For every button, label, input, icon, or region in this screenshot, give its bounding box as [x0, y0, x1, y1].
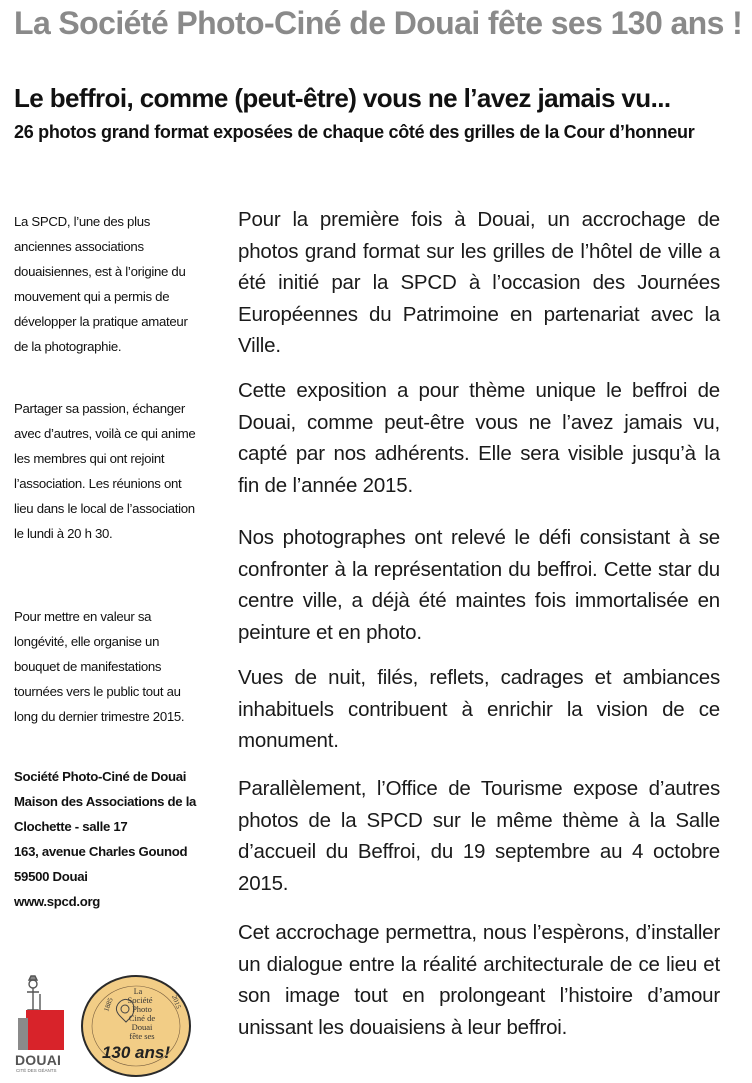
anniversary-badge-graphic: [80, 974, 192, 1078]
sidebar-contact: [14, 764, 204, 914]
sidebar-paragraph-3: [14, 604, 200, 729]
main-text: Pour la première fois à Douai, un accrochage de photos grand format sur les grilles de l’hôtel de ville a été initié par la SPCD à l’occasion des Journées Européennes du Patrimoine en partenariat avec la Ville.: [238, 208, 720, 358]
douai-logo: [14, 970, 70, 1074]
contact-street: 163, avenue Charles Gounod: [14, 844, 188, 859]
badge-line-1: La: [133, 987, 143, 996]
sidebar-paragraph-2: [14, 396, 200, 546]
sidebar-text: Pour mettre en valeur sa longévité, elle organise un bouquet de manifestations tournées vers le public tout au long du dernier trimestre 2015.: [14, 609, 185, 724]
anniversary-badge: [80, 974, 192, 1078]
main-text: Nos photographes ont relevé le défi consistant à se confronter à la représentation du beffroi. Cette star du centre ville, a déjà été maintes fois immortalisée en peinture et en photo.: [238, 526, 720, 644]
contact-name: Société Photo-Ciné de Douai: [14, 769, 187, 784]
badge-line-2: Société: [127, 995, 153, 1005]
badge-line-7: 130 ans!: [101, 1043, 171, 1062]
main-text: Cette exposition a pour thème unique le beffroi de Douai, comme peut-être vous ne l’avez jamais vu, capté par nos adhérents. Elle sera visible jusqu’à la fin de l’année 2015.: [238, 379, 720, 497]
main-paragraph-2: [238, 375, 720, 501]
badge-year-end: 2015: [170, 993, 183, 1010]
contact-website[interactable]: www.spcd.org: [14, 894, 101, 909]
main-paragraph-3: [238, 522, 720, 648]
sidebar-text: La SPCD, l’une des plus anciennes associations douaisiennes, est à l’origine du mouvement qui a permis de développer la pratique amateur de la photographie.: [14, 214, 188, 354]
douai-logo-graphic: [14, 970, 70, 1074]
douai-logo-tagline: CITÉ DES GÉANTS: [16, 1068, 57, 1073]
main-text: Vues de nuit, filés, reflets, cadrages et ambiances inhabituels contribuent à enrichir la vision de ce monument.: [238, 666, 720, 753]
badge-year-start: 1885: [102, 996, 115, 1013]
badge-line-5: Douai: [131, 1022, 153, 1032]
page-subsubtitle: 26 photos grand format exposées de chaque côté des grilles de la Cour d’honneur: [14, 122, 695, 142]
main-text: Cet accrochage permettra, nous l’espèrons, d’installer un dialogue entre la réalité architecturale de ce lieu et son image tout en prolongeant l’histoire d’amour unissant les douaisiens à leur beffroi.: [238, 921, 720, 1039]
page-title: La Société Photo-Ciné de Douai fête ses 130 ans !: [14, 5, 743, 41]
douai-logo-text: DOUAI: [15, 1052, 62, 1068]
badge-line-3: Photo: [132, 1004, 152, 1014]
main-paragraph-4: [238, 662, 720, 757]
main-paragraph-1: [238, 204, 720, 362]
main-text: Parallèlement, l’Office de Tourisme expose d’autres photos de la SPCD sur le même thème à la Salle d’accueil du Beffroi, du 19 septembre au 4 octobre 2015.: [238, 777, 720, 895]
contact-city: 59500 Douai: [14, 869, 88, 884]
sidebar-paragraph-1: [14, 209, 200, 359]
badge-line-4: Ciné de: [128, 1013, 156, 1023]
contact-building: Maison des Associations de la Clochette - salle 17: [14, 794, 197, 834]
sidebar-text: Partager sa passion, échanger avec d’autres, voilà ce qui anime les membres qui ont rejoint l’association. Les réunions ont lieu dans le local de l’association le lundi à 20 h 30.: [14, 401, 196, 541]
badge-line-6: fête ses: [129, 1031, 155, 1041]
page-subtitle: Le beffroi, comme (peut-être) vous ne l’avez jamais vu...: [14, 83, 671, 113]
main-paragraph-5: [238, 773, 720, 899]
main-paragraph-6: [238, 917, 720, 1043]
